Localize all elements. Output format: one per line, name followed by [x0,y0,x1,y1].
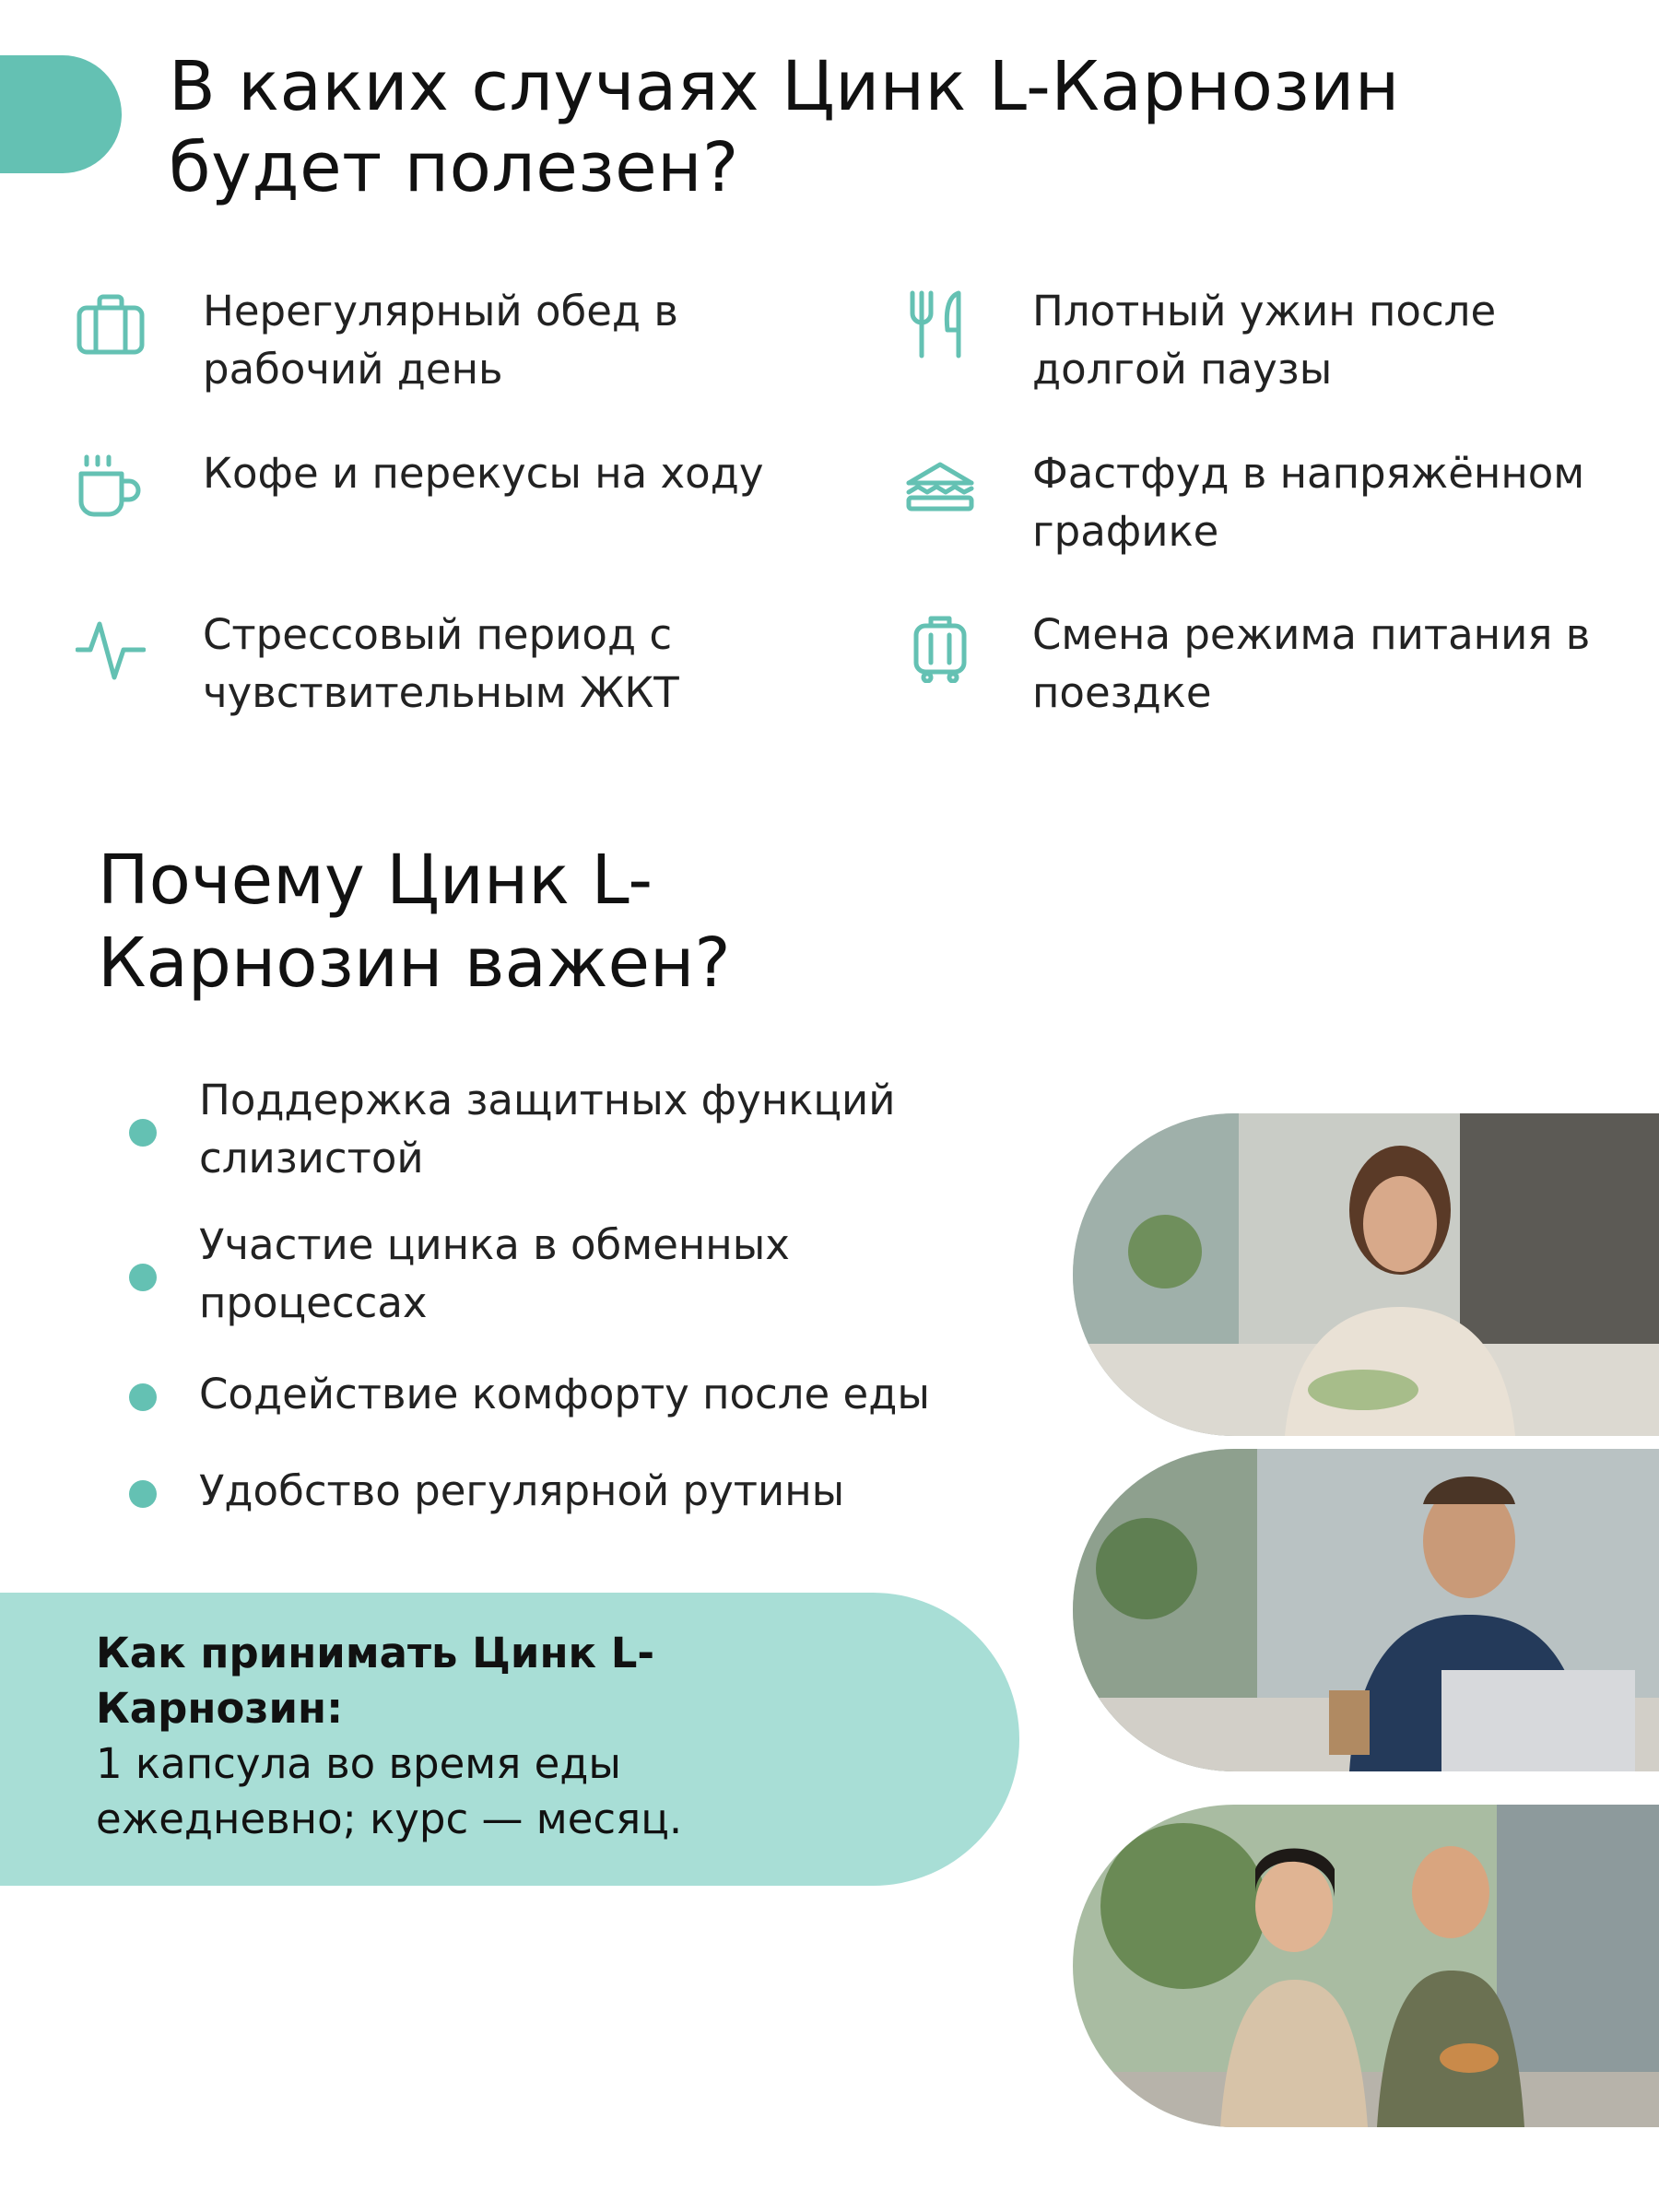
case-item-stress [76,606,813,725]
case-item-fastfood [905,444,1642,564]
benefit-text: Содействие комфорту после еды [199,1370,930,1418]
photo-couple-walking [1073,1805,1659,2127]
bullet-dot [129,1383,157,1411]
case-text: Нерегулярный обед в рабочий день [203,287,678,394]
dosage-panel [0,1593,1019,1886]
case-text: Плотный ужин после долгой паузы [1032,287,1497,394]
benefit-text: Удобство регулярной рутины [199,1466,845,1515]
sandwich-icon [905,452,975,522]
photo-man-at-laptop [1073,1449,1659,1771]
case-text: Стрессовый период с чувствительным ЖКТ [203,610,679,717]
dosage-text: 1 капсула во время еды ежедневно; курс — месяц. [96,1739,683,1843]
benefit-text: Участие цинка в обменных процессах [199,1220,790,1327]
page-title: В каких случаях Цинк L-Карнозин будет полезен? [169,47,1400,207]
case-item-dinner [905,282,1642,402]
suitcase-icon [905,613,975,683]
case-item-lunch [76,282,813,402]
photo-woman-eating-salad [1073,1113,1659,1436]
case-text: Смена режима питания в поездке [1032,610,1591,717]
fork-knife-icon [905,289,975,359]
coffee-cup-icon [76,452,146,522]
case-text: Кофе и перекусы на ходу [203,449,764,498]
dosage-label: Как принимать Цинк L-Карнозин: [96,1629,655,1733]
pulse-icon [76,613,146,683]
bullet-dot [129,1119,157,1147]
case-item-coffee [76,444,813,564]
accent-tab [0,55,122,173]
case-item-travel [905,606,1642,725]
bullet-dot [129,1480,157,1508]
case-text: Фастфуд в напряжённом графике [1032,449,1585,556]
section-title-why: Почему Цинк L-Карнозин важен? [98,841,731,1003]
benefit-text: Поддержка защитных функций слизистой [199,1076,896,1182]
briefcase-icon [76,289,146,359]
bullet-dot [129,1264,157,1291]
